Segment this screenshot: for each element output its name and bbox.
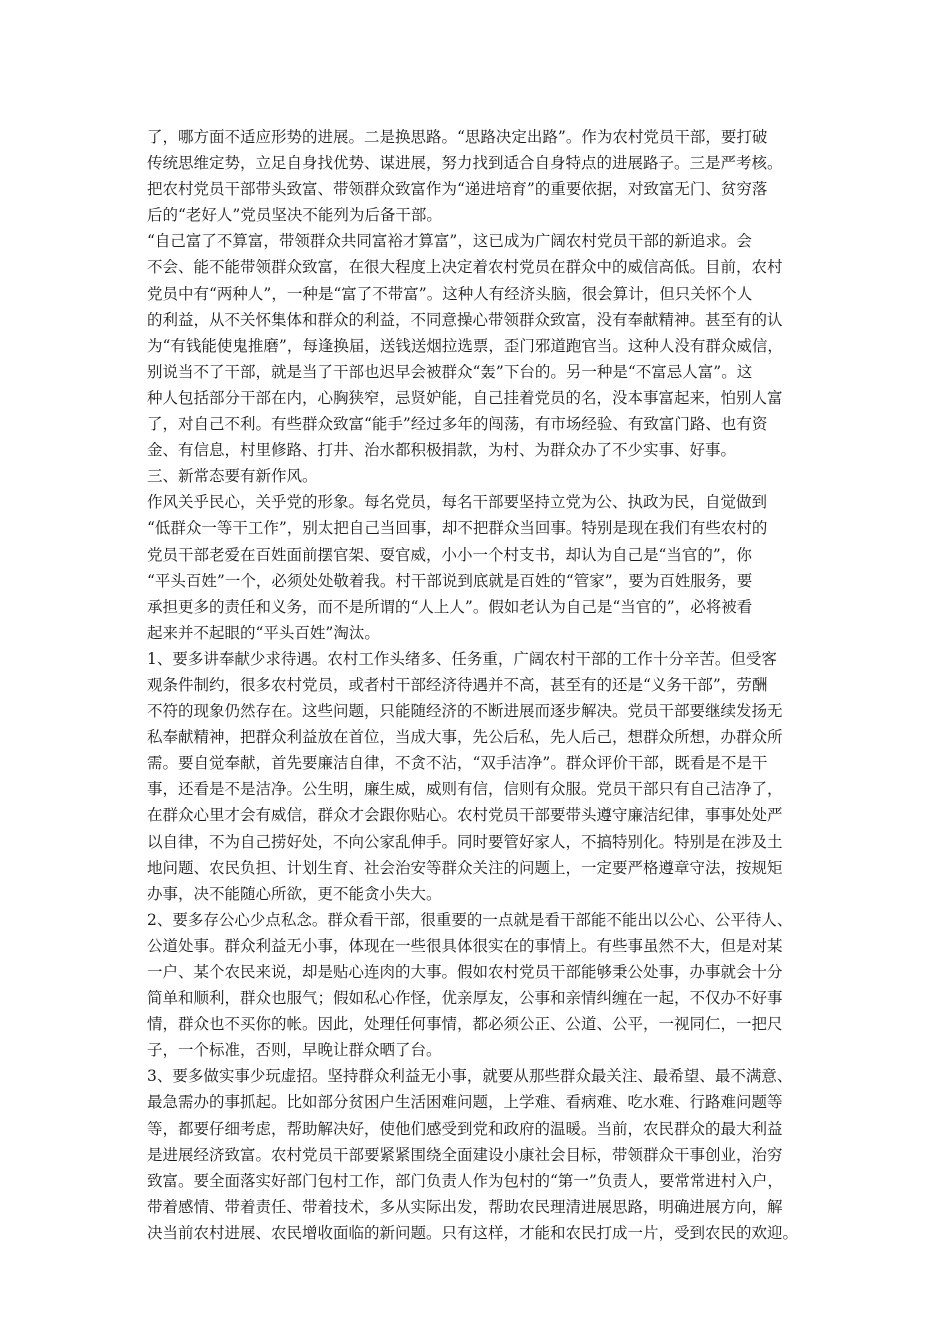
- text-line: 党员干部老爱在百姓面前摆官架、耍官威，小小一个村支书，却认为自己是“当官的”，你: [147, 545, 752, 564]
- text-line: 最急需办的事抓起。比如部分贫困户生活困难问题，上学难、看病难、吃水难、行路难问题等: [147, 1093, 783, 1112]
- text-line: 承担更多的责任和义务，而不是所谓的“人上人”。假如老认为自己是“当官的”，必将被看: [147, 597, 753, 616]
- text-line: 致富。要全面落实好部门包村工作，部门负责人作为包村的“第一”负责人，要常常进村入户，: [147, 1171, 783, 1190]
- text-line: 党员中有“两种人”，一种是“富了不带富”。这种人有经济头脑，很会算计，但只关怀个人: [147, 284, 753, 303]
- text-line: 地问题、农民负担、计划生育、社会治安等群众关注的问题上，一定要严格遵章守法，按规矩: [147, 858, 783, 877]
- text-line: 办事，决不能随心所欲，更不能贪小失大。: [147, 884, 442, 903]
- text-line: 带着感情、带着责任、带着技术，多从实际出发，帮助农民理清进展思路，明确进展方向，解: [147, 1197, 783, 1216]
- text-line: 传统思维定势，立足自身找优势、谋进展，努力找到适合自身特点的进展路子。三是严考核。: [147, 154, 783, 173]
- text-line: 3、要多做实事少玩虚招。坚持群众利益无小事，就要从那些群众最关注、最希望、最不满意、: [147, 1067, 793, 1086]
- text-line: 为“有钱能使鬼推磨”，每逢换届，送钱送烟拉选票，歪门邪道跑官当。这种人没有群众威信，: [147, 336, 783, 355]
- text-line: 需。要自觉奉献，首先要廉洁自律，不贪不沾，“双手洁净”。群众评价干部，既看是不是干: [147, 754, 768, 773]
- text-line: 简单和顺利，群众也服气；假如私心作怪，优亲厚友，公事和亲情纠缠在一起，不仅办不好事: [147, 989, 783, 1008]
- text-line: 不会、能不能带领群众致富，在很大程度上决定着农村党员在群众中的威信高低。目前，农村: [147, 258, 783, 277]
- text-line: 金、有信息，村里修路、打井、治水都积极捐款，为村、为群众办了不少实事、好事。: [147, 441, 737, 460]
- text-line: 公道处事。群众利益无小事，体现在一些很具体很实在的事情上。有些事虽然不大，但是对某: [147, 936, 783, 955]
- text-line: 了，对自己不利。有些群众致富“能手”经过多年的闯荡，有市场经验、有致富门路、也有资: [147, 415, 768, 434]
- text-line: 是进展经济致富。农村党员干部要紧紧围绕全面建设小康社会目标，带领群众干事创业，治穷: [147, 1145, 783, 1164]
- text-line: 别说当不了干部，就是当了干部也迟早会被群众“轰”下台的。另一种是“不富忌人富”。这: [147, 362, 753, 381]
- text-line: 2、要多存公心少点私念。群众看干部，很重要的一点就是看干部能不能出以公心、公平待人、: [147, 910, 793, 929]
- text-line: 1、要多讲奉献少求待遇。农村工作头绪多、任务重，广阔农村干部的工作十分辛苦。但受客: [147, 649, 777, 668]
- text-line: 后的“老好人”党员坚决不能列为后备干部。: [147, 206, 442, 225]
- text-line: 子，一个标准，否则，早晚让群众晒了台。: [147, 1041, 442, 1060]
- text-line: 三、新常态要有新作风。: [147, 467, 318, 486]
- document-body: [147, 124, 807, 1246]
- text-line: 作风关乎民心，关乎党的形象。每名党员，每名干部要坚持立党为公、执政为民，自觉做到: [147, 493, 768, 512]
- text-line: 决当前农村进展、农民增收面临的新问题。只有这样，才能和农民打成一片，受到农民的欢迎。: [147, 1223, 799, 1242]
- text-line: 情，群众也不买你的帐。因此，处理任何事情，都必须公正、公道、公平，一视同仁，一把尺: [147, 1015, 783, 1034]
- text-line: 以自律，不为自己捞好处，不向公家乱伸手。同时要管好家人，不搞特别化。特别是在涉及土: [147, 832, 783, 851]
- text-line: “低群众一等干工作”，别太把自己当回事，却不把群众当回事。特别是现在我们有些农村的: [147, 519, 768, 538]
- text-line: 事，还看是不是洁净。公生明，廉生威，威则有信，信则有众服。党员干部只有自己洁净了，: [147, 780, 783, 799]
- text-line: 一户、某个农民来说，却是贴心连肉的大事。假如农村党员干部能够秉公处事，办事就会十分: [147, 963, 783, 981]
- text-line: 观条件制约，很多农村党员，或者村干部经济待遇并不高，甚至有的还是“义务干部”，劳酬: [147, 675, 768, 694]
- text-line: 把农村党员干部带头致富、带领群众致富作为“递进培育”的重要依据，对致富无门、贫穷落: [147, 180, 768, 199]
- text-line: 等，都要仔细考虑，帮助解决好，使他们感受到党和政府的温暖。当前，农民群众的最大利益: [147, 1119, 783, 1138]
- text-line: “平头百姓”一个，必须处处敬着我。村干部说到底就是百姓的“管家”，要为百姓服务，要: [147, 571, 753, 590]
- text-line: 了，哪方面不适应形势的进展。二是换思路。“思路决定出路”。作为农村党员干部，要打破: [147, 128, 768, 146]
- text-line: 不符的现象仍然存在。这些问题，只能随经济的不断进展而逐步解决。党员干部要继续发扬无: [147, 702, 783, 721]
- text-line: 起来并不起眼的“平头百姓”淘汰。: [147, 623, 380, 642]
- text-line: 私奉献精神，把群众利益放在首位，当成大事，先公后私，先人后己，想群众所想，办群众所: [147, 728, 783, 747]
- text-line: “自己富了不算富，带领群众共同富裕才算富”，这已成为广阔农村党员干部的新追求。会: [147, 232, 752, 251]
- text-line: 种人包括部分干部在内，心胸狭窄，忌贤妒能，自己挂着党员的名，没本事富起来，怕别人富: [147, 388, 783, 407]
- text-line: 在群众心里才会有威信，群众才会跟你贴心。农村党员干部要带头遵守廉洁纪律，事事处处严: [147, 806, 783, 825]
- text-line: 的利益，从不关怀集体和群众的利益，不同意操心带领群众致富，没有奉献精神。甚至有的认: [147, 310, 783, 329]
